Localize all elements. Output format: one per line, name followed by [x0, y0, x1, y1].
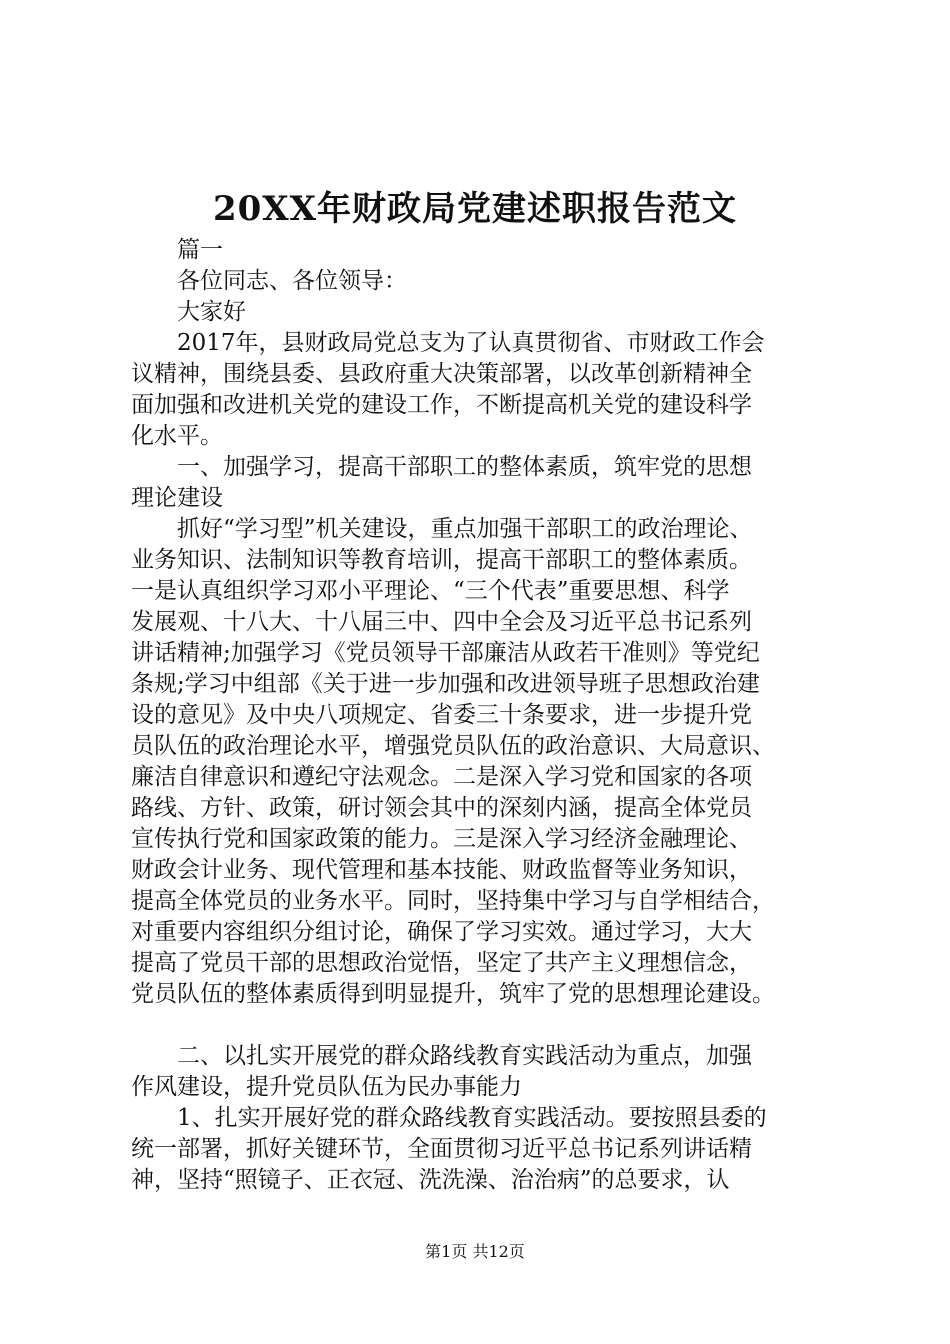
- paragraph-spacer: [131, 1010, 831, 1041]
- paragraph-line: 神，坚持“照镜子、正衣冠、洗洗澡、治治病”的总要求，认: [131, 1167, 730, 1193]
- greeting: 大家好: [177, 299, 246, 325]
- paragraph-line: 条规;学习中组部《关于进一步加强和改进领导班子思想政治建: [131, 671, 760, 697]
- section-heading-line: 一、加强学习，提高干部职工的整体素质，筑牢党的思想: [177, 454, 752, 480]
- document-body: [131, 235, 831, 1196]
- section-heading-line: 二、以扎实开展党的群众路线教育实践活动为重点，加强: [177, 1043, 752, 1069]
- paragraph-line: 设的意见》及中央八项规定、省委三十条要求，进一步提升党: [131, 702, 752, 728]
- paragraph-line: 讲话精神;加强学习《党员领导干部廉洁从政若干准则》等党纪: [131, 640, 760, 666]
- paragraph-line: 统一部署，抓好关键环节，全面贯彻习近平总书记系列讲话精: [131, 1136, 752, 1162]
- section-heading-line: 作风建设，提升党员队伍为民办事能力: [131, 1074, 522, 1100]
- paragraph-line: 廉洁自律意识和遵纪守法观念。二是深入学习党和国家的各项: [131, 764, 752, 790]
- paragraph-line: 抓好“学习型”机关建设，重点加强干部职工的政治理论、: [177, 516, 753, 542]
- paragraph-line: 宣传执行党和国家政策的能力。三是深入学习经济金融理论、: [131, 826, 752, 852]
- paragraph-line: 发展观、十八大、十八届三中、四中全会及习近平总书记系列: [131, 609, 752, 635]
- section-heading-pian-yi: 篇一: [177, 237, 223, 263]
- paragraph-line: 议精神，围绕县委、县政府重大决策部署，以改革创新精神全: [131, 361, 752, 387]
- paragraph-line: 党员队伍的整体素质得到明显提升，筑牢了党的思想理论建设。: [131, 981, 775, 1007]
- paragraph-line: 提高了党员干部的思想政治觉悟，坚定了共产主义理想信念，: [131, 950, 752, 976]
- paragraph-line: 2017年，县财政局党总支为了认真贯彻省、市财政工作会: [177, 330, 765, 356]
- paragraph-line: 化水平。: [131, 423, 223, 449]
- paragraph-line: 提高全体党员的业务水平。同时，坚持集中学习与自学相结合，: [131, 888, 775, 914]
- document-title: 20XX年财政局党建述职报告范文: [212, 189, 738, 229]
- page-footer: 第1页 共12页: [425, 1242, 525, 1261]
- paragraph-line: 财政会计业务、现代管理和基本技能、财政监督等业务知识，: [131, 857, 752, 883]
- paragraph-line: 1、扎实开展好党的群众路线教育实践活动。要按照县委的: [177, 1105, 767, 1131]
- section-heading-line: 理论建设: [131, 485, 223, 511]
- paragraph-line: 业务知识、法制知识等教育培训，提高干部职工的整体素质。: [131, 547, 752, 573]
- paragraph-line: 一是认真组织学习邓小平理论、“三个代表”重要思想、科学: [131, 578, 730, 604]
- paragraph-line: 员队伍的政治理论水平，增强党员队伍的政治意识、大局意识、: [131, 733, 775, 759]
- salutation: 各位同志、各位领导：: [177, 268, 407, 294]
- paragraph-line: 对重要内容组织分组讨论，确保了学习实效。通过学习，大大: [131, 919, 752, 945]
- paragraph-line: 路线、方针、政策，研讨领会其中的深刻内涵，提高全体党员: [131, 795, 752, 821]
- paragraph-line: 面加强和改进机关党的建设工作，不断提高机关党的建设科学: [131, 392, 752, 418]
